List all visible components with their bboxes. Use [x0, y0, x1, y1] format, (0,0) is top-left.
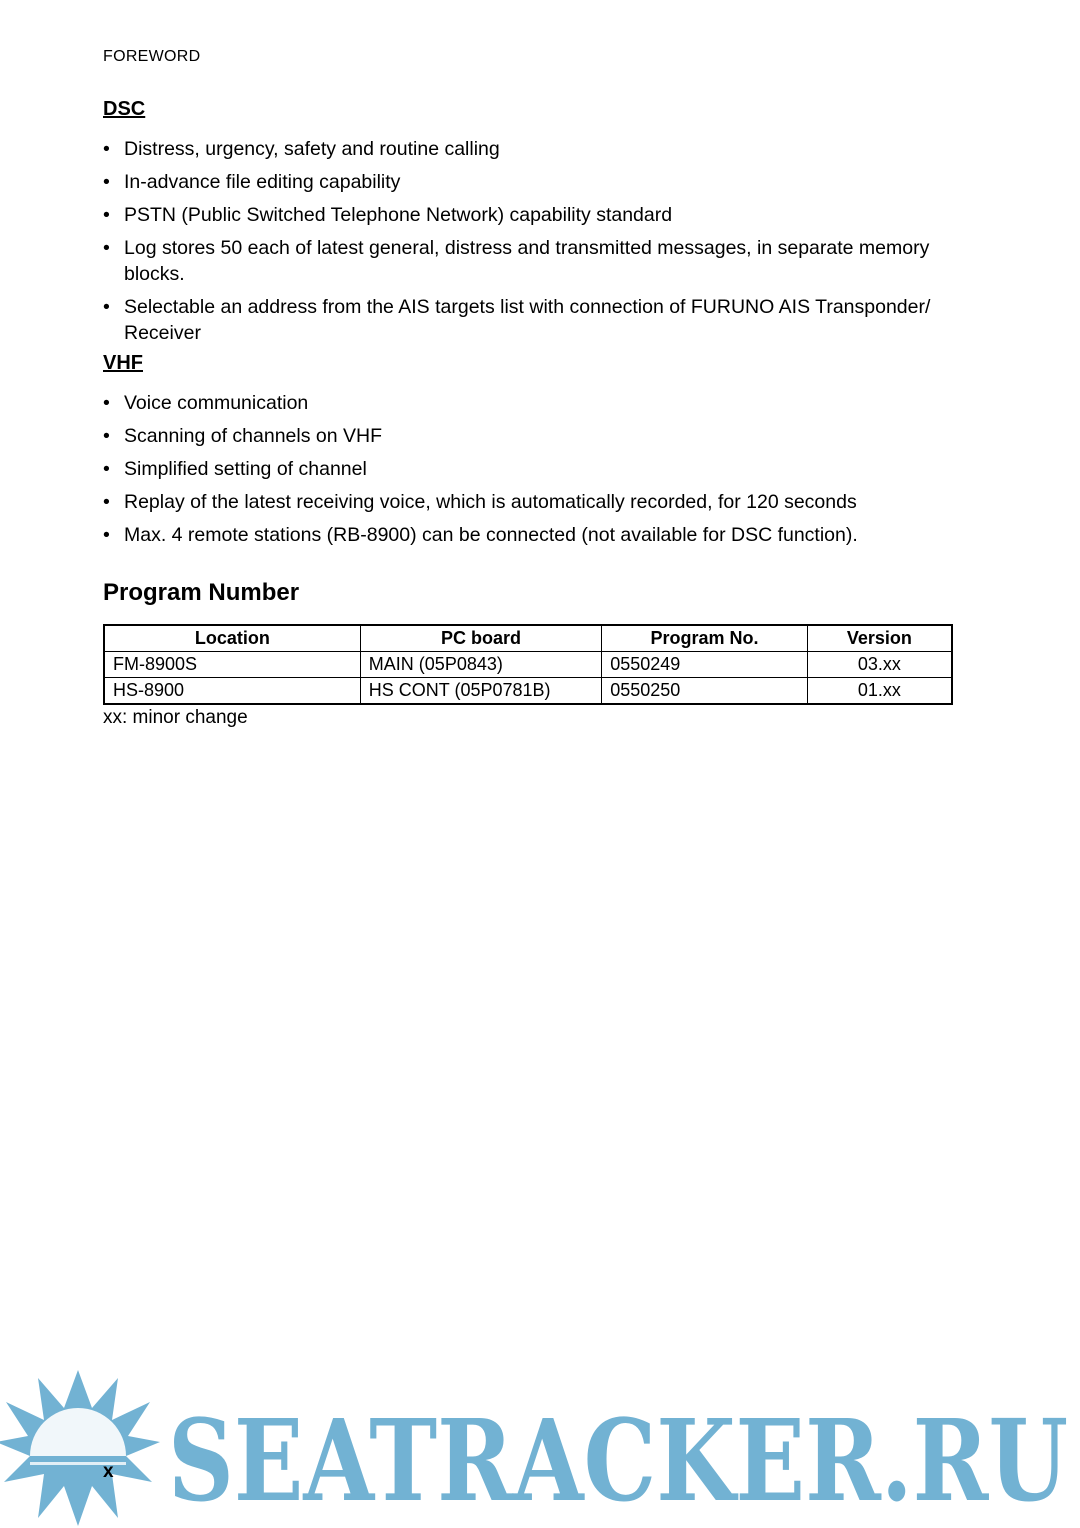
table-header-row	[104, 625, 952, 652]
cell-pc-board: MAIN (05P0843)	[360, 652, 601, 678]
cell-version: 01.xx	[807, 678, 952, 705]
cell-version: 03.xx	[807, 652, 952, 678]
column-header-version: Version	[807, 625, 952, 652]
list-item: • PSTN (Public Switched Telephone Network) capability standard	[103, 202, 963, 228]
cell-program-no: 0550249	[602, 652, 808, 678]
list-item: • Scanning of channels on VHF	[103, 423, 963, 449]
cell-program-no: 0550250	[602, 678, 808, 705]
page-header: FOREWORD	[103, 48, 201, 65]
list-item: • Simplified setting of channel	[103, 456, 963, 482]
column-header-location: Location	[104, 625, 360, 652]
seatracker-watermark	[0, 1370, 1080, 1528]
table-row	[104, 652, 952, 678]
list-item: • Replay of the latest receiving voice, which is automatically recorded, for 120 seconds	[103, 489, 963, 515]
list-item: • Log stores 50 each of latest general, distress and transmitted messages, in separate memory blocks.	[103, 235, 963, 287]
column-header-pc-board: PC board	[360, 625, 601, 652]
vhf-section-title: VHF	[103, 352, 143, 374]
list-item: • In-advance file editing capability	[103, 169, 963, 195]
program-number-table	[103, 624, 953, 705]
cell-pc-board: HS CONT (05P0781B)	[360, 678, 601, 705]
list-item: • Voice communication	[103, 390, 963, 416]
watermark-text: SEATRACKER.RU	[168, 1396, 1068, 1527]
vhf-feature-list	[103, 390, 963, 555]
table-row	[104, 678, 952, 705]
list-item: • Max. 4 remote stations (RB-8900) can be connected (not available for DSC function).	[103, 522, 963, 548]
page-number: x	[103, 1461, 114, 1482]
program-number-title: Program Number	[103, 579, 300, 606]
cell-location: FM-8900S	[104, 652, 360, 678]
dsc-section-title: DSC	[103, 98, 146, 120]
column-header-program-no: Program No.	[602, 625, 808, 652]
dsc-feature-list	[103, 136, 963, 353]
list-item: • Selectable an address from the AIS targets list with connection of FURUNO AIS Transponder/ Receiver	[103, 294, 963, 346]
sun-logo-icon	[0, 1370, 160, 1526]
cell-location: HS-8900	[104, 678, 360, 705]
minor-change-note: xx: minor change	[103, 707, 248, 728]
list-item: • Distress, urgency, safety and routine calling	[103, 136, 963, 162]
